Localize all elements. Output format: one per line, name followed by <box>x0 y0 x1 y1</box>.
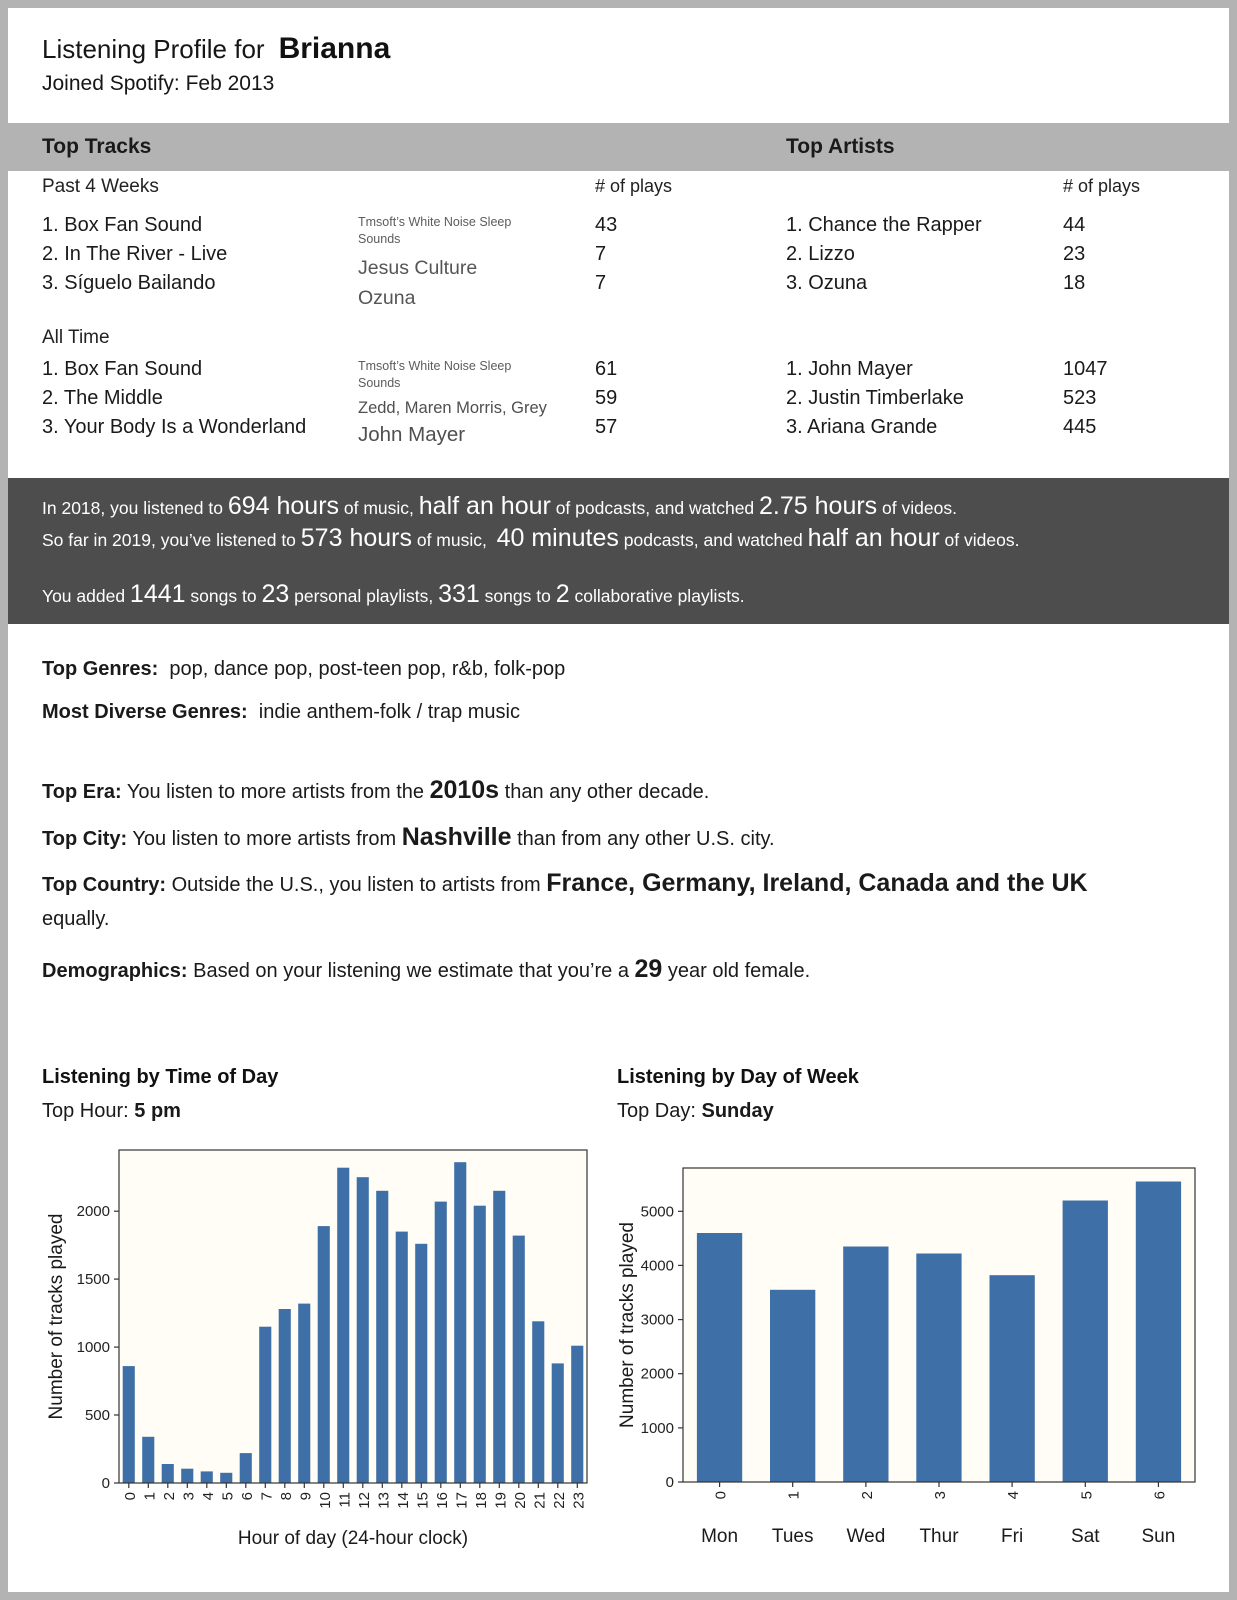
yearly-stats-box <box>8 478 1229 624</box>
x-tick-label: 21 <box>531 1492 549 1509</box>
chart-svg <box>42 1140 652 1595</box>
top-hour-value: 5 pm <box>134 1100 181 1122</box>
text-segment: of videos. <box>939 530 1020 550</box>
top-country-line <box>42 866 1152 936</box>
text-segment: 40 minutes <box>496 524 619 552</box>
text-segment: You listen to more artists from the <box>121 781 430 803</box>
track-plays: 57 <box>595 416 618 438</box>
track-plays: 7 <box>595 243 607 265</box>
x-tick-label: 23 <box>570 1492 588 1509</box>
y-axis-label: Number of tracks played <box>617 1222 638 1428</box>
track-plays: 59 <box>595 387 618 409</box>
x-tick-label: 0 <box>121 1492 139 1501</box>
x-tick-label: 6 <box>1151 1491 1169 1500</box>
y-tick-label: 2000 <box>640 1365 674 1383</box>
track-artist: Tmsoft’s White Noise Sleep Sounds <box>358 215 512 246</box>
track-artist: Ozuna <box>358 287 416 309</box>
x-tick-label: 5 <box>1078 1491 1096 1500</box>
bar-18 <box>474 1206 486 1483</box>
stats-line-2018 <box>42 492 957 521</box>
x-tick-label: 0 <box>712 1491 730 1500</box>
text-segment: indie anthem-folk / trap music <box>247 701 520 723</box>
track-title: 1. Box Fan Sound <box>42 214 203 236</box>
x-tick-label: 1 <box>785 1491 803 1500</box>
text-segment: half an hour <box>418 492 551 520</box>
x-tick-label: 18 <box>472 1492 490 1509</box>
text-segment: of music, <box>411 530 497 550</box>
bar-22 <box>552 1363 564 1483</box>
artist-name: 2. Lizzo <box>786 243 855 265</box>
user-name: Brianna <box>278 32 391 65</box>
text-segment: Demographics: <box>42 960 188 982</box>
top-day-label: Top Day: <box>617 1100 702 1122</box>
text-segment: 1441 <box>129 580 186 608</box>
bar-6 <box>1136 1182 1181 1483</box>
diverse-genres-line <box>42 695 520 729</box>
text-segment: Based on your listening we estimate that you’re a <box>187 960 635 982</box>
x-tick-label: 14 <box>394 1492 412 1509</box>
x-tick-label: 22 <box>550 1492 568 1509</box>
stats-line-2019 <box>42 524 1019 553</box>
bar-7 <box>259 1327 271 1483</box>
text-segment: Nashville <box>401 823 512 851</box>
track-title: 1. Box Fan Sound <box>42 358 203 380</box>
y-tick-label: 500 <box>84 1407 110 1424</box>
text-segment: You listen to more artists from <box>127 828 402 850</box>
text-segment: 331 <box>438 580 480 608</box>
x-tick-label: 16 <box>433 1492 451 1509</box>
top-tracks-heading: Top Tracks <box>42 135 152 158</box>
text-segment: Outside the U.S., you listen to artists from <box>166 874 547 896</box>
day-label-Thur: Thur <box>919 1526 959 1547</box>
text-segment: 23 <box>261 580 290 608</box>
day-label-Sun: Sun <box>1141 1526 1176 1547</box>
text-segment: 573 hours <box>300 524 412 552</box>
text-segment: personal playlists, <box>289 586 439 606</box>
x-tick-label: 3 <box>932 1491 949 1500</box>
bar-20 <box>513 1236 525 1483</box>
y-tick-label: 2000 <box>76 1203 110 1221</box>
day-label-Wed: Wed <box>846 1526 886 1547</box>
artist-name: 3. Ozuna <box>786 272 868 294</box>
y-tick-label: 5000 <box>640 1203 674 1221</box>
top-day-line <box>617 1100 774 1123</box>
artist-name: 3. Ariana Grande <box>786 416 938 438</box>
bar-2 <box>162 1464 174 1483</box>
text-segment: Top Genres: <box>42 658 159 680</box>
text-segment: songs to <box>185 586 262 606</box>
track-plays: 61 <box>595 358 618 380</box>
y-tick-label: 3000 <box>640 1311 674 1329</box>
x-tick-label: 17 <box>453 1492 471 1509</box>
x-tick-label: 3 <box>180 1492 198 1501</box>
past-4-weeks-label: Past 4 Weeks <box>42 176 159 197</box>
text-segment: songs to <box>479 586 556 606</box>
demographics-line <box>42 952 1152 988</box>
x-tick-label: 2 <box>858 1491 876 1500</box>
x-axis-label: Hour of day (24-hour clock) <box>237 1528 469 1549</box>
day-label-Fri: Fri <box>1001 1526 1024 1547</box>
artist-name: 1. Chance the Rapper <box>786 214 982 236</box>
artist-plays: 18 <box>1063 272 1086 294</box>
track-title: 3. Your Body Is a Wonderland <box>42 416 307 438</box>
top-day-value: Sunday <box>701 1100 774 1122</box>
bar-5 <box>1063 1201 1108 1483</box>
x-tick-label: 19 <box>492 1492 510 1509</box>
text-segment: You added <box>42 586 130 606</box>
bar-1 <box>142 1437 154 1483</box>
text-segment: So far in 2019, you’ve listened to <box>42 530 301 550</box>
bar-21 <box>532 1321 544 1483</box>
artist-plays: 445 <box>1063 416 1097 438</box>
y-tick-label: 4000 <box>640 1257 674 1275</box>
plays-header-artists: # of plays <box>1063 176 1141 196</box>
day-label-Sat: Sat <box>1071 1526 1100 1547</box>
chart-svg <box>617 1140 1227 1595</box>
stats-line-playlists <box>42 580 745 609</box>
bar-11 <box>337 1168 349 1483</box>
text-segment: 2010s <box>429 776 500 804</box>
text-segment: 694 hours <box>227 492 340 520</box>
track-artist: Jesus Culture <box>358 257 478 279</box>
bar-1 <box>770 1290 815 1482</box>
section-band <box>8 123 1229 171</box>
bar-16 <box>435 1202 447 1483</box>
track-title: 3. Síguelo Bailando <box>42 272 216 294</box>
bar-12 <box>357 1177 369 1483</box>
text-segment: Top City: <box>42 828 128 850</box>
artist-plays: 23 <box>1063 243 1086 265</box>
all-time-label: All Time <box>42 327 110 348</box>
x-tick-label: 4 <box>1005 1491 1023 1500</box>
track-title: 2. The Middle <box>42 387 163 409</box>
y-tick-label: 1000 <box>76 1339 110 1357</box>
bar-10 <box>318 1226 330 1483</box>
top-era-line <box>42 773 1152 809</box>
text-segment: equally. <box>42 874 1094 930</box>
day-label-Tues: Tues <box>771 1526 814 1547</box>
text-segment: Most Diverse Genres: <box>42 701 248 723</box>
text-segment: of podcasts, and watched <box>550 498 760 518</box>
y-tick-label: 1000 <box>640 1419 674 1437</box>
artist-name: 2. Justin Timberlake <box>786 387 964 409</box>
day-of-week-chart-title: Listening by Day of Week <box>617 1066 859 1088</box>
x-tick-label: 15 <box>414 1492 432 1509</box>
bar-0 <box>123 1366 135 1483</box>
top-hour-line <box>42 1100 181 1123</box>
day-label-Mon: Mon <box>701 1526 739 1547</box>
track-title: 2. In The River - Live <box>42 243 228 265</box>
bar-2 <box>843 1247 888 1483</box>
text-segment: than any other decade. <box>499 781 710 803</box>
x-tick-label: 9 <box>297 1492 315 1501</box>
track-artist: Zedd, Maren Morris, Grey <box>358 399 547 417</box>
joined-date: Joined Spotify: Feb 2013 <box>42 72 275 95</box>
bar-17 <box>454 1162 466 1483</box>
bar-3 <box>181 1469 193 1483</box>
track-artist: John Mayer <box>358 423 466 446</box>
text-segment: podcasts, and watched <box>618 530 808 550</box>
time-of-day-chart-title: Listening by Time of Day <box>42 1066 279 1088</box>
y-tick-label: 1500 <box>76 1271 110 1289</box>
x-tick-label: 20 <box>511 1492 529 1509</box>
top-hour-label: Top Hour: <box>42 1100 135 1122</box>
x-tick-label: 8 <box>277 1492 295 1501</box>
bar-4 <box>990 1275 1035 1482</box>
x-tick-label: 5 <box>219 1492 237 1501</box>
text-segment: of music, <box>339 498 419 518</box>
x-tick-label: 13 <box>375 1492 393 1509</box>
text-segment: pop, dance pop, post-teen pop, r&b, folk-pop <box>158 658 566 680</box>
time-of-day-chart <box>42 1140 652 1595</box>
text-segment: France, Germany, Ireland, Canada and the UK <box>546 869 1088 897</box>
x-tick-label: 4 <box>199 1492 217 1501</box>
bar-9 <box>298 1304 310 1483</box>
x-tick-label: 2 <box>160 1492 178 1501</box>
track-plays: 7 <box>595 272 607 294</box>
x-tick-label: 12 <box>355 1492 373 1509</box>
x-tick-label: 6 <box>238 1492 256 1501</box>
artist-plays: 523 <box>1063 387 1097 409</box>
page-title-prefix: Listening Profile for <box>42 34 265 64</box>
text-segment: 2 <box>555 580 570 608</box>
bar-3 <box>916 1254 961 1483</box>
page-title <box>42 32 390 66</box>
y-tick-label: 0 <box>101 1475 110 1492</box>
bar-13 <box>376 1191 388 1483</box>
text-segment: Top Era: <box>42 781 122 803</box>
day-of-week-chart <box>617 1140 1227 1595</box>
bar-8 <box>279 1309 291 1483</box>
y-axis-label: Number of tracks played <box>46 1213 67 1420</box>
bar-4 <box>201 1471 213 1483</box>
x-tick-label: 11 <box>336 1492 354 1508</box>
text-segment: collaborative playlists. <box>569 586 745 606</box>
text-segment: 29 <box>634 955 663 983</box>
bar-14 <box>396 1232 408 1483</box>
text-segment: 2.75 hours <box>759 492 878 520</box>
bar-23 <box>571 1346 583 1483</box>
x-tick-label: 1 <box>141 1492 159 1501</box>
track-plays: 43 <box>595 214 618 236</box>
bar-19 <box>493 1191 505 1483</box>
x-tick-label: 7 <box>258 1492 276 1501</box>
y-tick-label: 0 <box>665 1474 674 1491</box>
artist-name: 1. John Mayer <box>786 358 913 380</box>
bar-6 <box>240 1453 252 1483</box>
track-artist: Tmsoft’s White Noise Sleep Sounds <box>358 359 512 390</box>
artist-plays: 44 <box>1063 214 1086 236</box>
artist-plays: 1047 <box>1063 358 1108 380</box>
text-segment: half an hour <box>807 524 940 552</box>
x-tick-label: 10 <box>316 1492 334 1509</box>
text-segment: than from any other U.S. city. <box>511 828 775 850</box>
text-segment: of videos. <box>877 498 957 518</box>
bar-0 <box>697 1233 742 1482</box>
text-segment: In 2018, you listened to <box>42 498 228 518</box>
text-segment: Top Country: <box>42 874 167 896</box>
top-artists-heading: Top Artists <box>786 135 895 158</box>
text-segment: year old female. <box>662 960 811 982</box>
bar-5 <box>220 1473 232 1483</box>
top-city-line <box>42 820 1152 856</box>
plays-header-tracks: # of plays <box>595 176 673 196</box>
bar-15 <box>415 1244 427 1483</box>
top-genres-line <box>42 652 565 686</box>
